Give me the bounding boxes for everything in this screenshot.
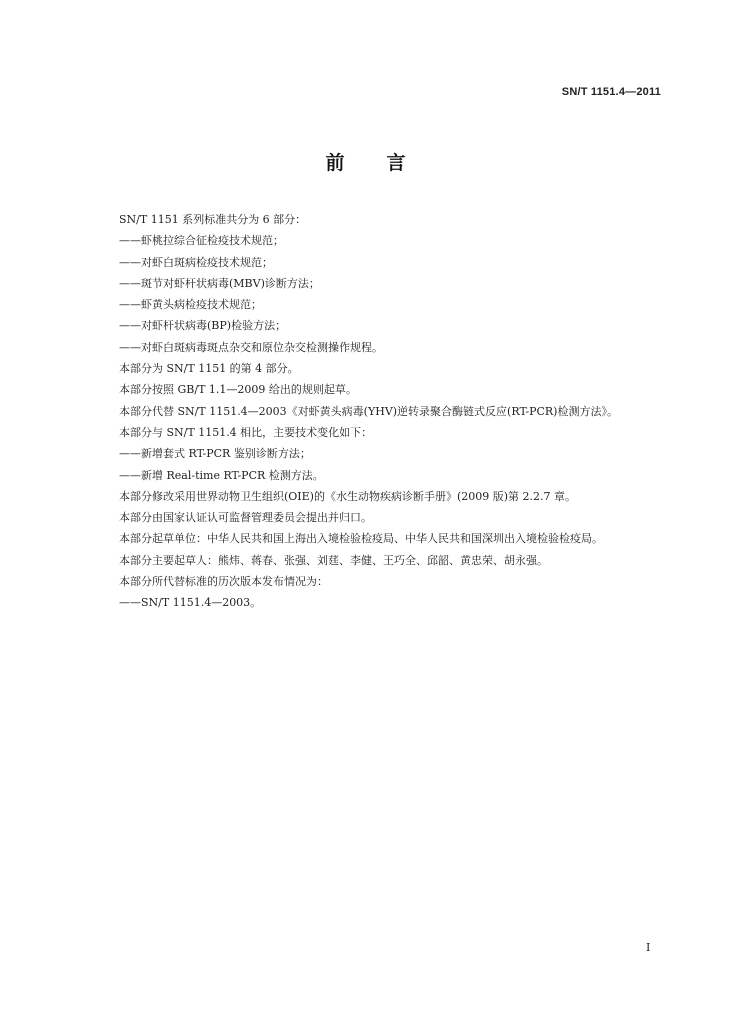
paragraph-oie-adoption: 本部分修改采用世界动物卫生组织(OIE)的《水生动物疾病诊断手册》(2009 版)第 2.2.7 章。 (119, 489, 577, 503)
standard-code: SN/T 1151.4—2011 (561, 86, 661, 98)
paragraph-proposer: 本部分由国家认证认可监督管理委员会提出并归口。 (119, 511, 372, 525)
paragraph-drafting-rules: 本部分按照 GB/T 1.1—2009 给出的规则起草。 (119, 383, 357, 397)
list-item-part-5: ——对虾杆状病毒(BP)检验方法； (119, 319, 287, 333)
paragraph-history-intro: 本部分所代替标准的历次版本发布情况为： (119, 575, 328, 589)
list-item-part-4: ——虾黄头病检疫技术规范； (119, 298, 262, 312)
list-item-part-6: ——对虾白斑病毒斑点杂交和原位杂交检测操作规程。 (119, 340, 383, 354)
foreword-body (95, 209, 655, 614)
page-title: 前言 (325, 152, 448, 174)
list-item-part-3: ——斑节对虾杆状病毒(MBV)诊断方法； (119, 276, 320, 290)
paragraph-part-number: 本部分为 SN/T 1151 的第 4 部分。 (119, 362, 299, 376)
list-item-part-2: ——对虾白斑病检疫技术规范； (119, 255, 273, 269)
paragraph-drafting-units: 本部分起草单位：中华人民共和国上海出入境检验检疫局、中华人民共和国深圳出入境检验检疫局。 (119, 532, 603, 546)
paragraph-changes-intro: 本部分与 SN/T 1151.4 相比，主要技术变化如下： (119, 425, 373, 439)
page-number: I (646, 941, 651, 954)
list-item-change-2: ——新增 Real-time RT-PCR 检测方法。 (119, 468, 324, 482)
list-item-history-1: ——SN/T 1151.4—2003。 (119, 596, 262, 610)
paragraph-drafters: 本部分主要起草人：熊炜、蒋春、张强、刘莛、李健、王巧全、邱韶、黄忠荣、胡永强。 (119, 553, 548, 567)
list-item-part-1: ——虾桃拉综合征检疫技术规范； (119, 234, 284, 248)
list-item-change-1: ——新增套式 RT-PCR 鉴别诊断方法； (119, 447, 311, 461)
paragraph-replaces: 本部分代替 SN/T 1151.4—2003《对虾黄头病毒(YHV)逆转录聚合酶链式反应(RT-PCR)检测方法》。 (119, 404, 618, 418)
paragraph-series-intro: SN/T 1151 系列标准共分为 6 部分： (119, 213, 307, 226)
